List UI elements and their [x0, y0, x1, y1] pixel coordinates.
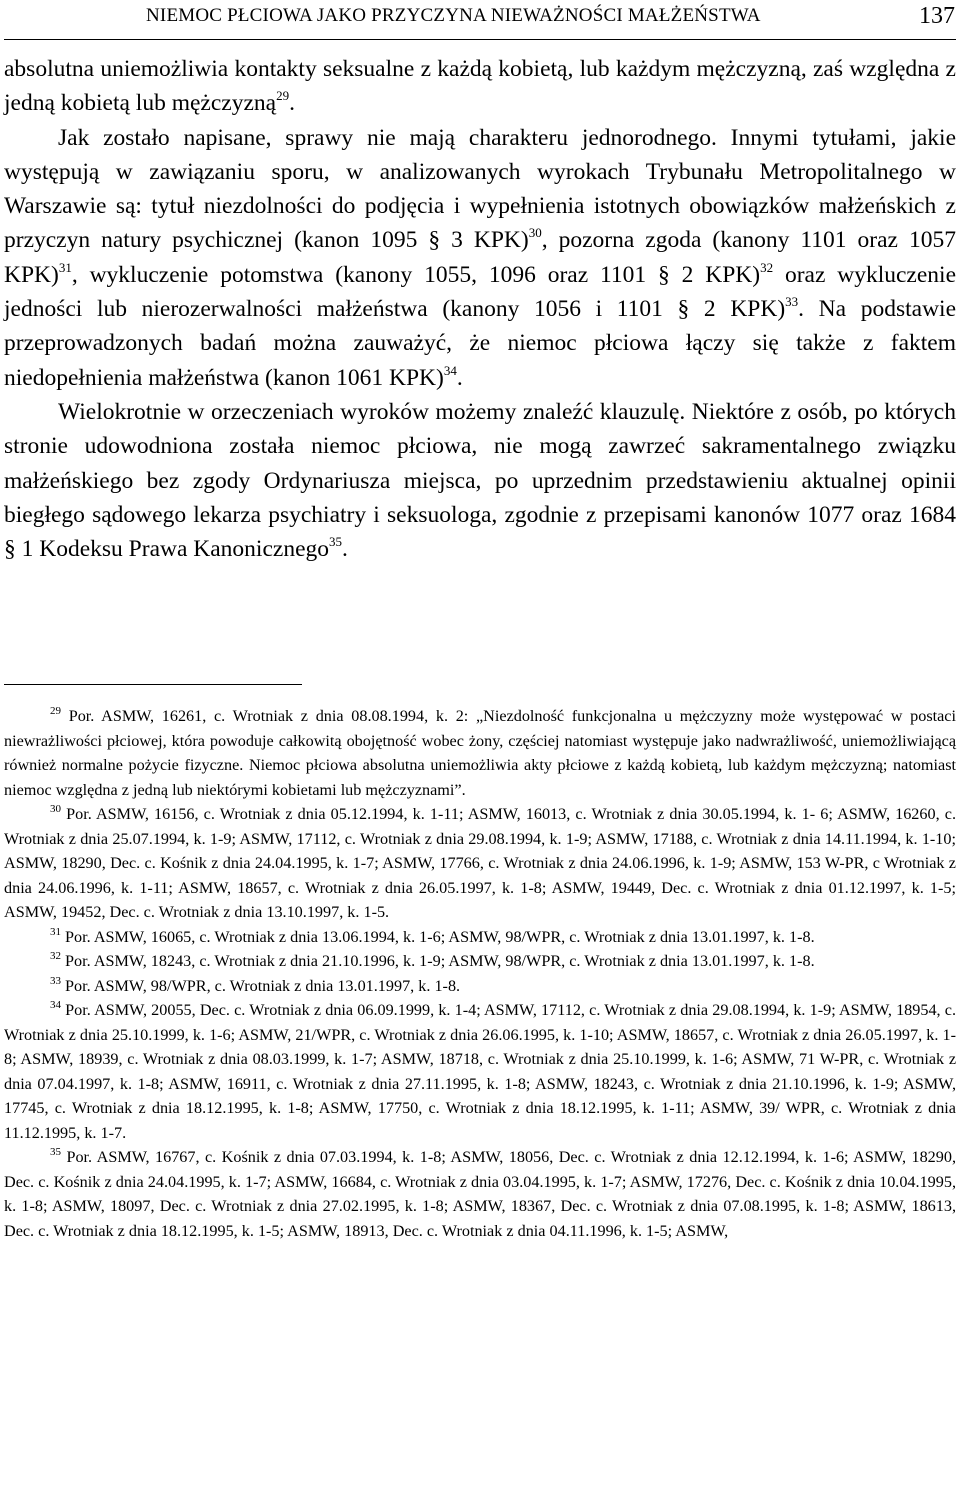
p2-text-b: , pozorna zgoda (kanony 1101 oraz 1057 KPK) — [4, 227, 956, 288]
p2-text-f: . — [456, 364, 463, 391]
main-text — [4, 52, 956, 566]
footnote-ref-33: 33 — [785, 294, 799, 310]
running-title: NIEMOC PŁCIOWA JAKO PRZYCZYNA NIEWAŻNOŚCI MAŁŻEŃSTWA — [146, 5, 761, 26]
header-rule — [4, 39, 956, 40]
paragraph-3 — [4, 395, 956, 566]
p2-text-d: oraz wykluczenie jedności lub nierozerwalności małżeństwa (kanony 1056 i 1101 § 2 KPK) — [4, 261, 957, 323]
footnote-number: 33 — [50, 974, 61, 987]
footnote-text: Por. ASMW, 16261, c. Wrotniak z dnia 08.08.1994, k. 2: „Niezdolność funkcjonalna u mężczyzny może występować w postaci niewrażliwości płciowej, która powoduje całkowitą obojętność wobec żony, częściej natomiast występuje jako nadwrażliwość, uniemożliwiającą również normalne pożycie fizyczne. Niemoc płciowa absolutna uniemożliwia akty płciowe z każdą kobietą, lub każdym mężczyzną; natomiast niemoc względna z jedną lub niektórymi kobietami lub mężczyznami”. — [4, 707, 956, 799]
footnote-31 — [4, 925, 956, 950]
footnote-34 — [4, 998, 956, 1145]
p2-text-a: Jak zostało napisane, sprawy nie mają charakteru jednorodnego. Innymi tytułami, jakie występują w zawiązaniu sporu, w analizowanych wyrokach Trybunału Metropolitalnego w Warszawie są: tytuł niezdolności do podjęcia i wypełnienia istotnych obowiązków małżeńskich z przyczyn natury psychicznej (kanon 1095 § 3 KPK) — [4, 124, 956, 254]
footnote-ref-31: 31 — [58, 259, 72, 275]
page-number: 137 — [919, 3, 955, 29]
footnote-number: 35 — [50, 1146, 61, 1158]
p2-text-e: . Na podstawie przeprowadzonych badań można zauważyć, że niemoc płciowa łączy się także z faktem niedopełnienia małżeństwa (kanon 1061 KPK) — [4, 296, 956, 391]
footnote-ref-35: 35 — [329, 534, 342, 550]
footnote-text: Por. ASMW, 16065, c. Wrotniak z dnia 13.06.1994, k. 1-6; ASMW, 98/WPR, c. Wrotniak z dnia 13.01.1997, k. 1-8. — [61, 927, 815, 946]
footnote-number: 29 — [50, 705, 61, 717]
footnote-29 — [4, 704, 956, 802]
page-header — [0, 0, 960, 40]
footnote-32 — [4, 949, 956, 974]
footnote-text: Por. ASMW, 98/WPR, c. Wrotniak z dnia 13.01.1997, k. 1-8. — [61, 976, 461, 995]
p3-end: . — [342, 536, 348, 563]
footnote-ref-34: 34 — [443, 362, 457, 378]
footnote-35 — [4, 1145, 956, 1243]
p1-end: . — [289, 90, 295, 117]
footnote-ref-29: 29 — [276, 88, 290, 104]
p2-text-c: , wykluczenie potomstwa (kanony 1055, 1096 oraz 1101 § 2 KPK) — [71, 261, 761, 288]
footnote-number: 30 — [50, 803, 61, 815]
paragraph-1 — [4, 52, 956, 121]
footnote-number: 34 — [50, 999, 61, 1011]
footnote-text: Por. ASMW, 16156, c. Wrotniak z dnia 05.12.1994, k. 1-11; ASMW, 16013, c. Wrotniak z dnia 30.05.1994, k. 1- 6; ASMW, 16260, c. Wrotniak z dnia 25.07.1994, k. 1-9; ASMW, 17112, c. Wrotniak z dnia 29.08.1994, k. 1-9; ASMW, 17188, c. Wrotniak z dnia 14.11.1994, k. 1-10; ASMW, 18290, Dec. c. Kośnik z dnia 24.04.1995, k. 1-7; ASMW, 17766, c. Wrotniak z dnia 24.06.1996, k. 1-9; ASMW, 153 W-PR, c Wrotniak z dnia 24.06.1996, k. 1-11; ASMW, 18657, c. Wrotniak z dnia 26.05.1997, k. 1-8; ASMW, 19449, Dec. c. Wrotniak z dnia 01.12.1997, k. 1-5; ASMW, 19452, Dec. c. Wrotniak z dnia 13.10.1997, k. 1-5. — [4, 805, 956, 921]
p3-text: Wielokrotnie w orzeczeniach wyroków możemy znaleźć klauzulę. Niektóre z osób, po których stronie udowodniona została niemoc płciowa, nie mogą zawrzeć sakramentalnego związku małżeńskiego bez zgody Ordynariusza miejsca, po uprzednim przedstawieniu aktualnej opinii biegłego sądowego lekarza psychiatry i seksuologa, zgodnie z przepisami kanonów 1077 oraz 1684 § 1 Kodeksu Prawa Kanonicznego — [4, 398, 956, 563]
footnote-number: 31 — [50, 925, 61, 938]
footnote-ref-32: 32 — [760, 259, 774, 275]
footnote-ref-30: 30 — [528, 225, 542, 241]
footnote-separator — [4, 684, 302, 685]
footnote-text: Por. ASMW, 20055, Dec. c. Wrotniak z dnia 06.09.1999, k. 1-4; ASMW, 17112, c. Wrotniak z dnia 29.08.1994, k. 1-9; ASMW, 18954, c. Wrotniak z dnia 25.10.1999, k. 1-6; ASMW, 21/WPR, c. Wrotniak z dnia 26.06.1995, k. 1-10; ASMW, 18657, c. Wrotniak z dnia 26.05.1997, k. 1-8; ASMW, 18939, c. Wrotniak z dnia 08.03.1999, k. 1-7; ASMW, 18718, c. Wrotniak z dnia 25.10.1999, k. 1-6; ASMW, 71 W-PR, c. Wrotniak z dnia 07.04.1997, k. 1-8; ASMW, 16911, c. Wrotniak z dnia 27.11.1995, k. 1-8; ASMW, 18243, c. Wrotniak z dnia 21.10.1996, k. 1-9; ASMW, 17745, c. Wrotniak z dnia 18.12.1995, k. 1-8; ASMW, 17750, c. Wrotniak z dnia 18.12.1995, k. 1-11; ASMW, 39/ WPR, c. Wrotniak z dnia 11.12.1995, k. 1-7. — [4, 1001, 956, 1142]
footnote-text: Por. ASMW, 16767, c. Kośnik z dnia 07.03.1994, k. 1-8; ASMW, 18056, Dec. c. Wrotniak z dnia 12.12.1994, k. 1-6; ASMW, 18290, Dec. c. Kośnik z dnia 24.04.1995, k. 1-7; ASMW, 16684, c. Wrotniak z dnia 03.04.1995, k. 1-7; ASMW, 17276, Dec. c. Kośnik z dnia 10.04.1995, k. 1-8; ASMW, 18097, Dec. c. Wrotniak z dnia 27.02.1995, k. 1-8; ASMW, 18367, Dec. c. Wrotniak z dnia 07.08.1995, k. 1-8; ASMW, 18613, Dec. c. Wrotniak z dnia 18.12.1995, k. 1-5; ASMW, 18913, Dec. c. Wrotniak z dnia 04.11.1996, k. 1-5; ASMW, — [4, 1148, 956, 1240]
footnotes — [4, 704, 956, 1243]
footnote-30 — [4, 802, 956, 925]
footnote-text: Por. ASMW, 18243, c. Wrotniak z dnia 21.10.1996, k. 1-9; ASMW, 98/WPR, c. Wrotniak z dnia 13.01.1997, k. 1-8. — [61, 952, 815, 970]
footnote-33 — [4, 974, 956, 999]
paragraph-2 — [4, 121, 956, 395]
p1-text: absolutna uniemożliwia kontakty seksualne z każdą kobietą, lub każdym mężczyzną, zaś względna z jedną kobietą lub mężczyzną — [4, 56, 956, 117]
footnote-number: 32 — [50, 950, 61, 962]
